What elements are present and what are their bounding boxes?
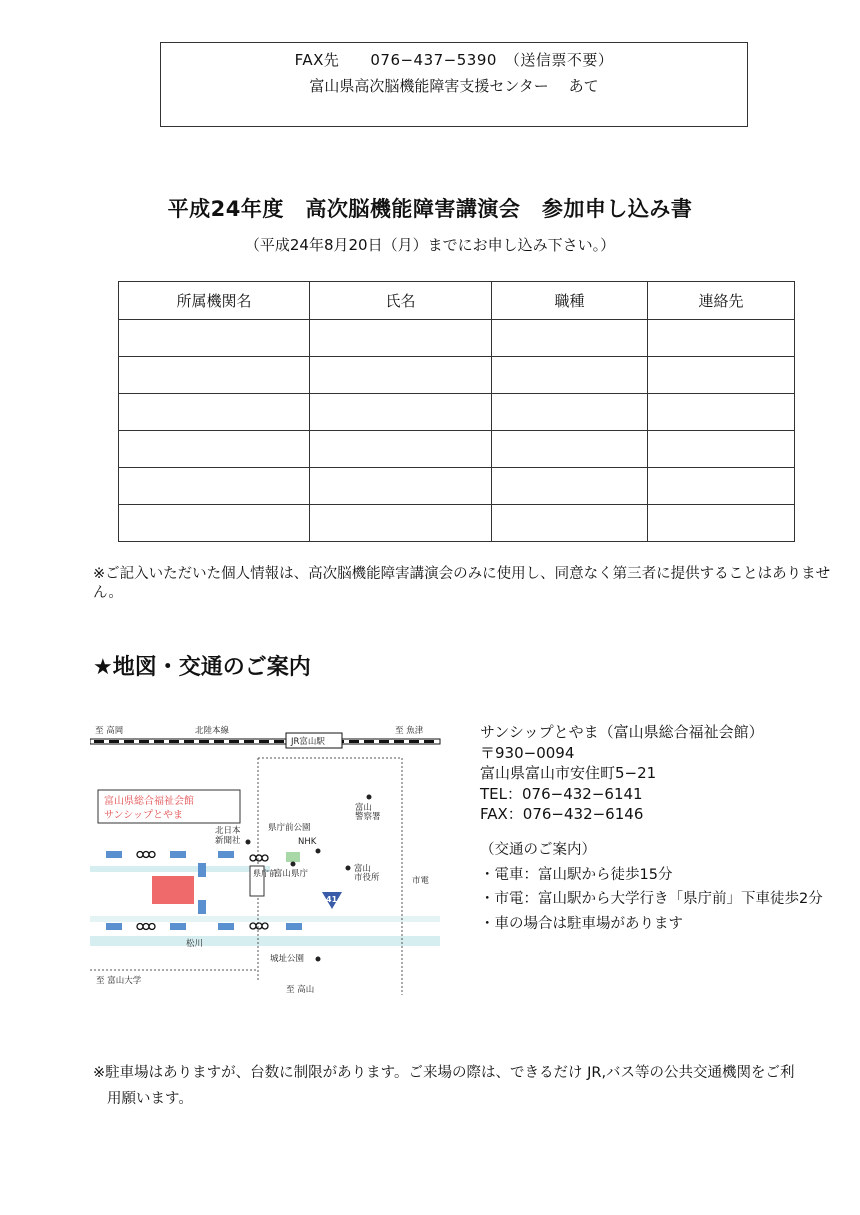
form-deadline: （平成24年8月20日（月）までにお申し込み下さい。） bbox=[244, 236, 616, 254]
park-area bbox=[286, 852, 300, 862]
label-hokuriku-line: 北陸本線 bbox=[195, 726, 230, 736]
venue-fax: FAX：076−432−6146 bbox=[480, 805, 644, 823]
input-cell[interactable] bbox=[310, 394, 492, 431]
column-header-contact: 連絡先 bbox=[648, 282, 795, 320]
venue-name: サンシップとやま（富山県総合福祉会館） bbox=[480, 723, 764, 741]
landmark-dot bbox=[316, 849, 321, 854]
map-section-heading: ★地図・交通のご案内 bbox=[93, 655, 311, 680]
input-cell[interactable] bbox=[310, 320, 492, 357]
label-kitanihon-2: 新聞社 bbox=[215, 836, 241, 846]
street-address: 富山県富山市安住町5−21 bbox=[480, 764, 657, 782]
label-kenchomae-park: 県庁前公園 bbox=[268, 823, 311, 833]
input-cell[interactable] bbox=[310, 357, 492, 394]
access-info bbox=[480, 838, 823, 936]
fax-number: FAX先 076−437−5390 （送信票不要） bbox=[294, 51, 614, 69]
venue-address-block bbox=[480, 722, 764, 825]
table-row bbox=[119, 357, 795, 394]
input-cell[interactable] bbox=[492, 431, 648, 468]
input-cell[interactable] bbox=[648, 357, 795, 394]
input-cell[interactable] bbox=[492, 394, 648, 431]
label-prefectural-office: 富山県庁 bbox=[274, 869, 309, 879]
landmark-dot bbox=[346, 866, 351, 871]
label-nhk: NHK bbox=[298, 837, 317, 847]
table-row bbox=[119, 468, 795, 505]
parking-note-line1: ※駐車場はありますが、台数に制限があります。ご来場の際は、できるだけ JR,バス等の公共交通機関をご利 bbox=[93, 1065, 795, 1081]
venue-tel: TEL：076−432−6141 bbox=[480, 784, 643, 803]
label-kitanihon-1: 北日本 bbox=[215, 826, 241, 836]
input-cell[interactable] bbox=[119, 357, 310, 394]
label-joshi-park: 城址公園 bbox=[270, 954, 305, 964]
input-cell[interactable] bbox=[648, 394, 795, 431]
fax-recipient: 富山県高次脳機能障害支援センター あて bbox=[309, 77, 599, 95]
venue-location bbox=[152, 876, 194, 904]
column-header-occupation: 職種 bbox=[492, 282, 648, 320]
table-row bbox=[119, 394, 795, 431]
input-cell[interactable] bbox=[119, 394, 310, 431]
postal-code: 〒930−0094 bbox=[480, 743, 575, 762]
column-header-name: 氏名 bbox=[310, 282, 492, 320]
label-to-takayama: 至 高山 bbox=[286, 985, 315, 995]
input-cell[interactable] bbox=[119, 320, 310, 357]
venue-label-1: 富山県総合福祉会館 bbox=[104, 796, 194, 807]
input-cell[interactable] bbox=[492, 468, 648, 505]
label-to-toyama-univ: 至 富山大学 bbox=[96, 976, 142, 986]
parking-note-line2: 用願います。 bbox=[107, 1091, 193, 1107]
access-item-train: ・電車：富山駅から徒歩15分 bbox=[480, 866, 673, 883]
label-route-number: 41 bbox=[326, 895, 338, 904]
input-cell[interactable] bbox=[648, 505, 795, 542]
landmark-dot bbox=[291, 862, 296, 867]
road-band bbox=[90, 936, 440, 946]
label-to-uozu: 至 魚津 bbox=[395, 726, 424, 736]
label-police-1: 富山 bbox=[355, 803, 373, 813]
label-kenchomae-stop: 県庁前 bbox=[253, 869, 277, 878]
input-cell[interactable] bbox=[648, 431, 795, 468]
parking-note bbox=[93, 1060, 833, 1112]
input-cell[interactable] bbox=[648, 320, 795, 357]
table-row bbox=[119, 505, 795, 542]
label-tram: 市電 bbox=[412, 876, 430, 886]
label-city-hall-1: 富山 bbox=[354, 864, 372, 874]
venue-label-2: サンシップとやま bbox=[104, 810, 184, 821]
label-police-2: 警察署 bbox=[355, 812, 381, 822]
landmark-dot bbox=[246, 840, 251, 845]
input-cell[interactable] bbox=[119, 505, 310, 542]
privacy-note: ※ご記入いただいた個人情報は、高次脳機能障害講演会のみに使用し、同意なく第三者に提供することはありません。 bbox=[93, 566, 831, 601]
input-cell[interactable] bbox=[310, 505, 492, 542]
input-cell[interactable] bbox=[310, 468, 492, 505]
table-header-row bbox=[119, 282, 795, 320]
access-heading: （交通のご案内） bbox=[480, 842, 596, 858]
table-row bbox=[119, 431, 795, 468]
input-cell[interactable] bbox=[119, 431, 310, 468]
registration-table bbox=[118, 281, 795, 542]
road-band bbox=[90, 866, 270, 872]
access-map bbox=[90, 720, 445, 1000]
input-cell[interactable] bbox=[492, 505, 648, 542]
input-cell[interactable] bbox=[492, 357, 648, 394]
landmark-dot bbox=[316, 957, 321, 962]
label-jr-toyama-station: JR富山駅 bbox=[291, 737, 325, 747]
table-row bbox=[119, 320, 795, 357]
form-title: 平成24年度 高次脳機能障害講演会 参加申し込み書 bbox=[167, 197, 693, 221]
input-cell[interactable] bbox=[648, 468, 795, 505]
input-cell[interactable] bbox=[119, 468, 310, 505]
fax-header-box bbox=[160, 42, 748, 127]
landmark-dot bbox=[367, 795, 372, 800]
input-cell[interactable] bbox=[310, 431, 492, 468]
label-city-hall-2: 市役所 bbox=[354, 873, 380, 883]
access-item-car: ・車の場合は駐車場があります bbox=[480, 915, 683, 932]
column-header-affiliation: 所属機関名 bbox=[119, 282, 310, 320]
road-band bbox=[90, 916, 440, 922]
label-matsukawa: 松川 bbox=[186, 939, 204, 949]
input-cell[interactable] bbox=[492, 320, 648, 357]
label-to-takaoka: 至 高岡 bbox=[95, 726, 124, 736]
access-item-tram: ・市電：富山駅から大学行き「県庁前」下車徒歩2分 bbox=[480, 891, 823, 907]
